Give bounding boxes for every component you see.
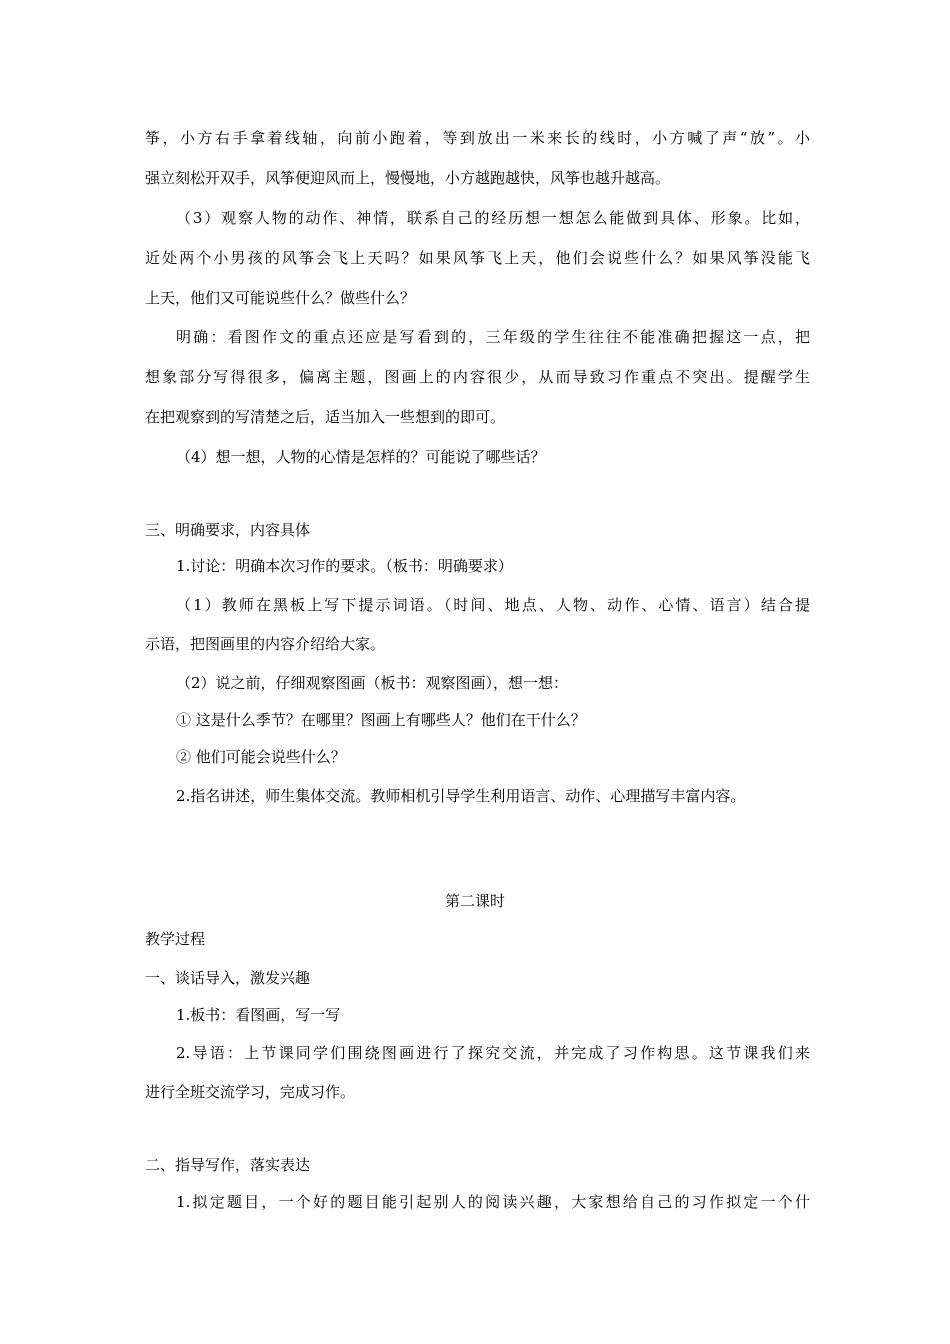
paragraph-line: 进行全班交流学习，完成习作。	[145, 1083, 356, 1101]
paragraph-line: 2.导语：上节课同学们围绕图画进行了探究交流，并完成了习作构思。这节课我们来	[176, 1044, 810, 1062]
paragraph-line: （1）教师在黑板上写下提示词语。（时间、地点、人物、动作、心情、语言）结合提	[176, 596, 810, 614]
list-item: ① 这是什么季节？在哪里？图画上有哪些人？他们在干什么？	[176, 711, 586, 729]
paragraph-line: 1.讨论：明确本次习作的要求。（板书：明确要求）	[176, 557, 513, 575]
section-heading: 三、明确要求，内容具体	[145, 521, 311, 539]
paragraph-line: 示语，把图画里的内容介绍给大家。	[145, 635, 386, 653]
paragraph-line: （3）观察人物的动作、神情，联系自己的经历想一想怎么能做到具体、形象。比如，	[176, 209, 810, 227]
list-item: ② 他们可能会说些什么？	[176, 748, 346, 766]
section-heading: 二、指导写作，落实表达	[145, 1156, 311, 1174]
paragraph-line: 强立刻松开双手，风筝便迎风而上，慢慢地，小方越跑越快，风筝也越升越高。	[145, 169, 671, 187]
paragraph-line: 在把观察到的写清楚之后，适当加入一些想到的即可。	[145, 408, 506, 426]
paragraph-line: 想象部分写得很多，偏离主题，图画上的内容很少，从而导致习作重点不突出。提醒学生	[145, 368, 810, 386]
paragraph-line: 2.指名讲述，师生集体交流。教师相机引导学生利用语言、动作、心理描写丰富内容。	[176, 787, 746, 805]
paragraph-line: （2）说之前，仔细观察图画（板书：观察图画），想一想：	[176, 674, 569, 692]
paragraph-line: 1.拟定题目，一个好的题目能引起别人的阅读兴趣，大家想给自己的习作拟定一个什	[176, 1193, 810, 1211]
section-heading: 一、谈话导入，激发兴趣	[145, 969, 311, 987]
paragraph-line: （4）想一想，人物的心情是怎样的？可能说了哪些话？	[176, 448, 546, 466]
paragraph-line: 1.板书：看图画，写一写	[176, 1006, 341, 1024]
paragraph-line: 筝，小方右手拿着线轴，向前小跑着，等到放出一米来长的线时，小方喊了声“放”。小	[145, 129, 810, 147]
paragraph-line: 明确：看图作文的重点还应是写看到的，三年级的学生往往不能准确把握这一点，把	[176, 328, 810, 346]
section-heading: 教学过程	[145, 930, 206, 948]
paragraph-line: 上天，他们又可能说些什么？做些什么？	[145, 289, 416, 307]
paragraph-line: 近处两个小男孩的风筝会飞上天吗？如果风筝飞上天，他们会说些什么？如果风筝没能飞	[145, 249, 810, 267]
lesson-title: 第二课时	[444, 892, 505, 910]
